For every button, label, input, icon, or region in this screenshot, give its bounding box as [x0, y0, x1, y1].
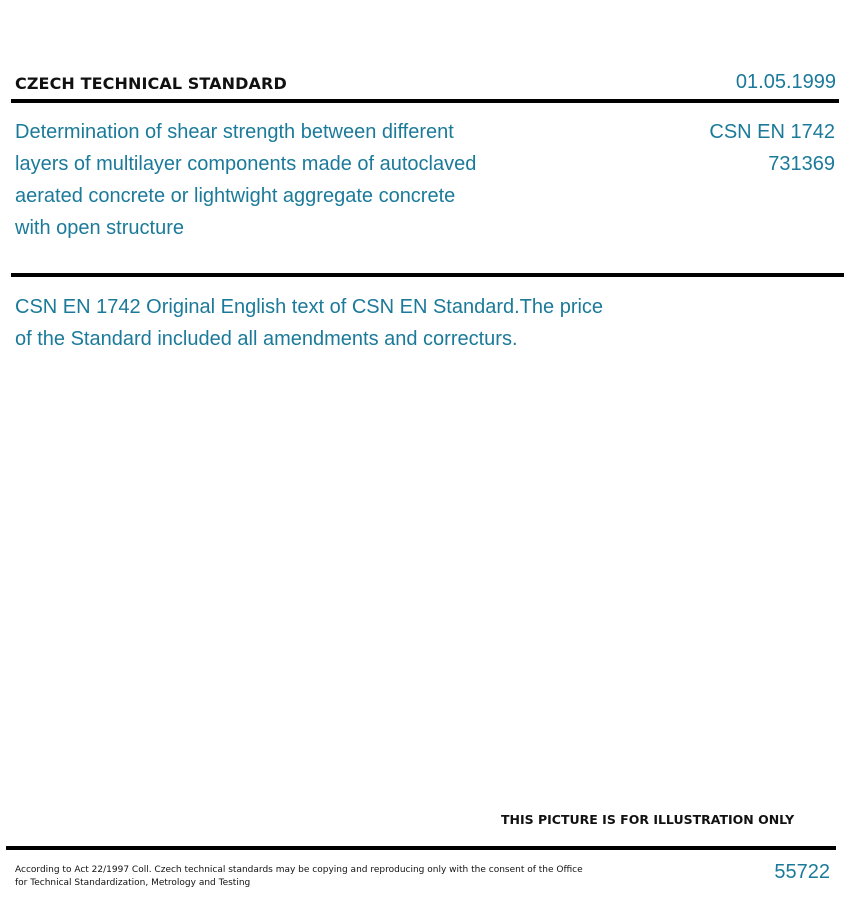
standard-title — [15, 116, 535, 244]
legal-notice-line: for Technical Standardization, Metrology and Testing — [15, 878, 251, 888]
standard-identifiers — [709, 116, 835, 180]
standard-title-line: Determination of shear strength between different — [15, 121, 454, 143]
issue-date: 01.05.1999 — [735, 71, 836, 93]
description-line: of the Standard included all amendments and correcturs. — [15, 328, 518, 350]
standard-title-line: aerated concrete or lightwight aggregate concrete — [15, 185, 456, 207]
top-divider — [11, 99, 839, 103]
standard-code: CSN EN 1742 — [709, 121, 835, 143]
catalog-number: 55722 — [774, 861, 830, 883]
standard-title-line: with open structure — [15, 217, 184, 239]
legal-notice-line: According to Act 22/1997 Coll. Czech technical standards may be copying and reproducing only with the consent of the Office — [15, 865, 583, 875]
standard-description — [15, 291, 675, 355]
illustration-disclaimer: THIS PICTURE IS FOR ILLUSTRATION ONLY — [501, 812, 795, 827]
standard-title-line: layers of multilayer components made of autoclaved — [15, 153, 477, 175]
description-line: CSN EN 1742 Original English text of CSN EN Standard.The price — [15, 296, 604, 318]
document-type-label: CZECH TECHNICAL STANDARD — [15, 74, 287, 93]
middle-divider — [11, 273, 844, 277]
legal-notice — [15, 864, 583, 890]
standard-class-number: 731369 — [768, 153, 835, 175]
bottom-divider — [6, 846, 836, 850]
